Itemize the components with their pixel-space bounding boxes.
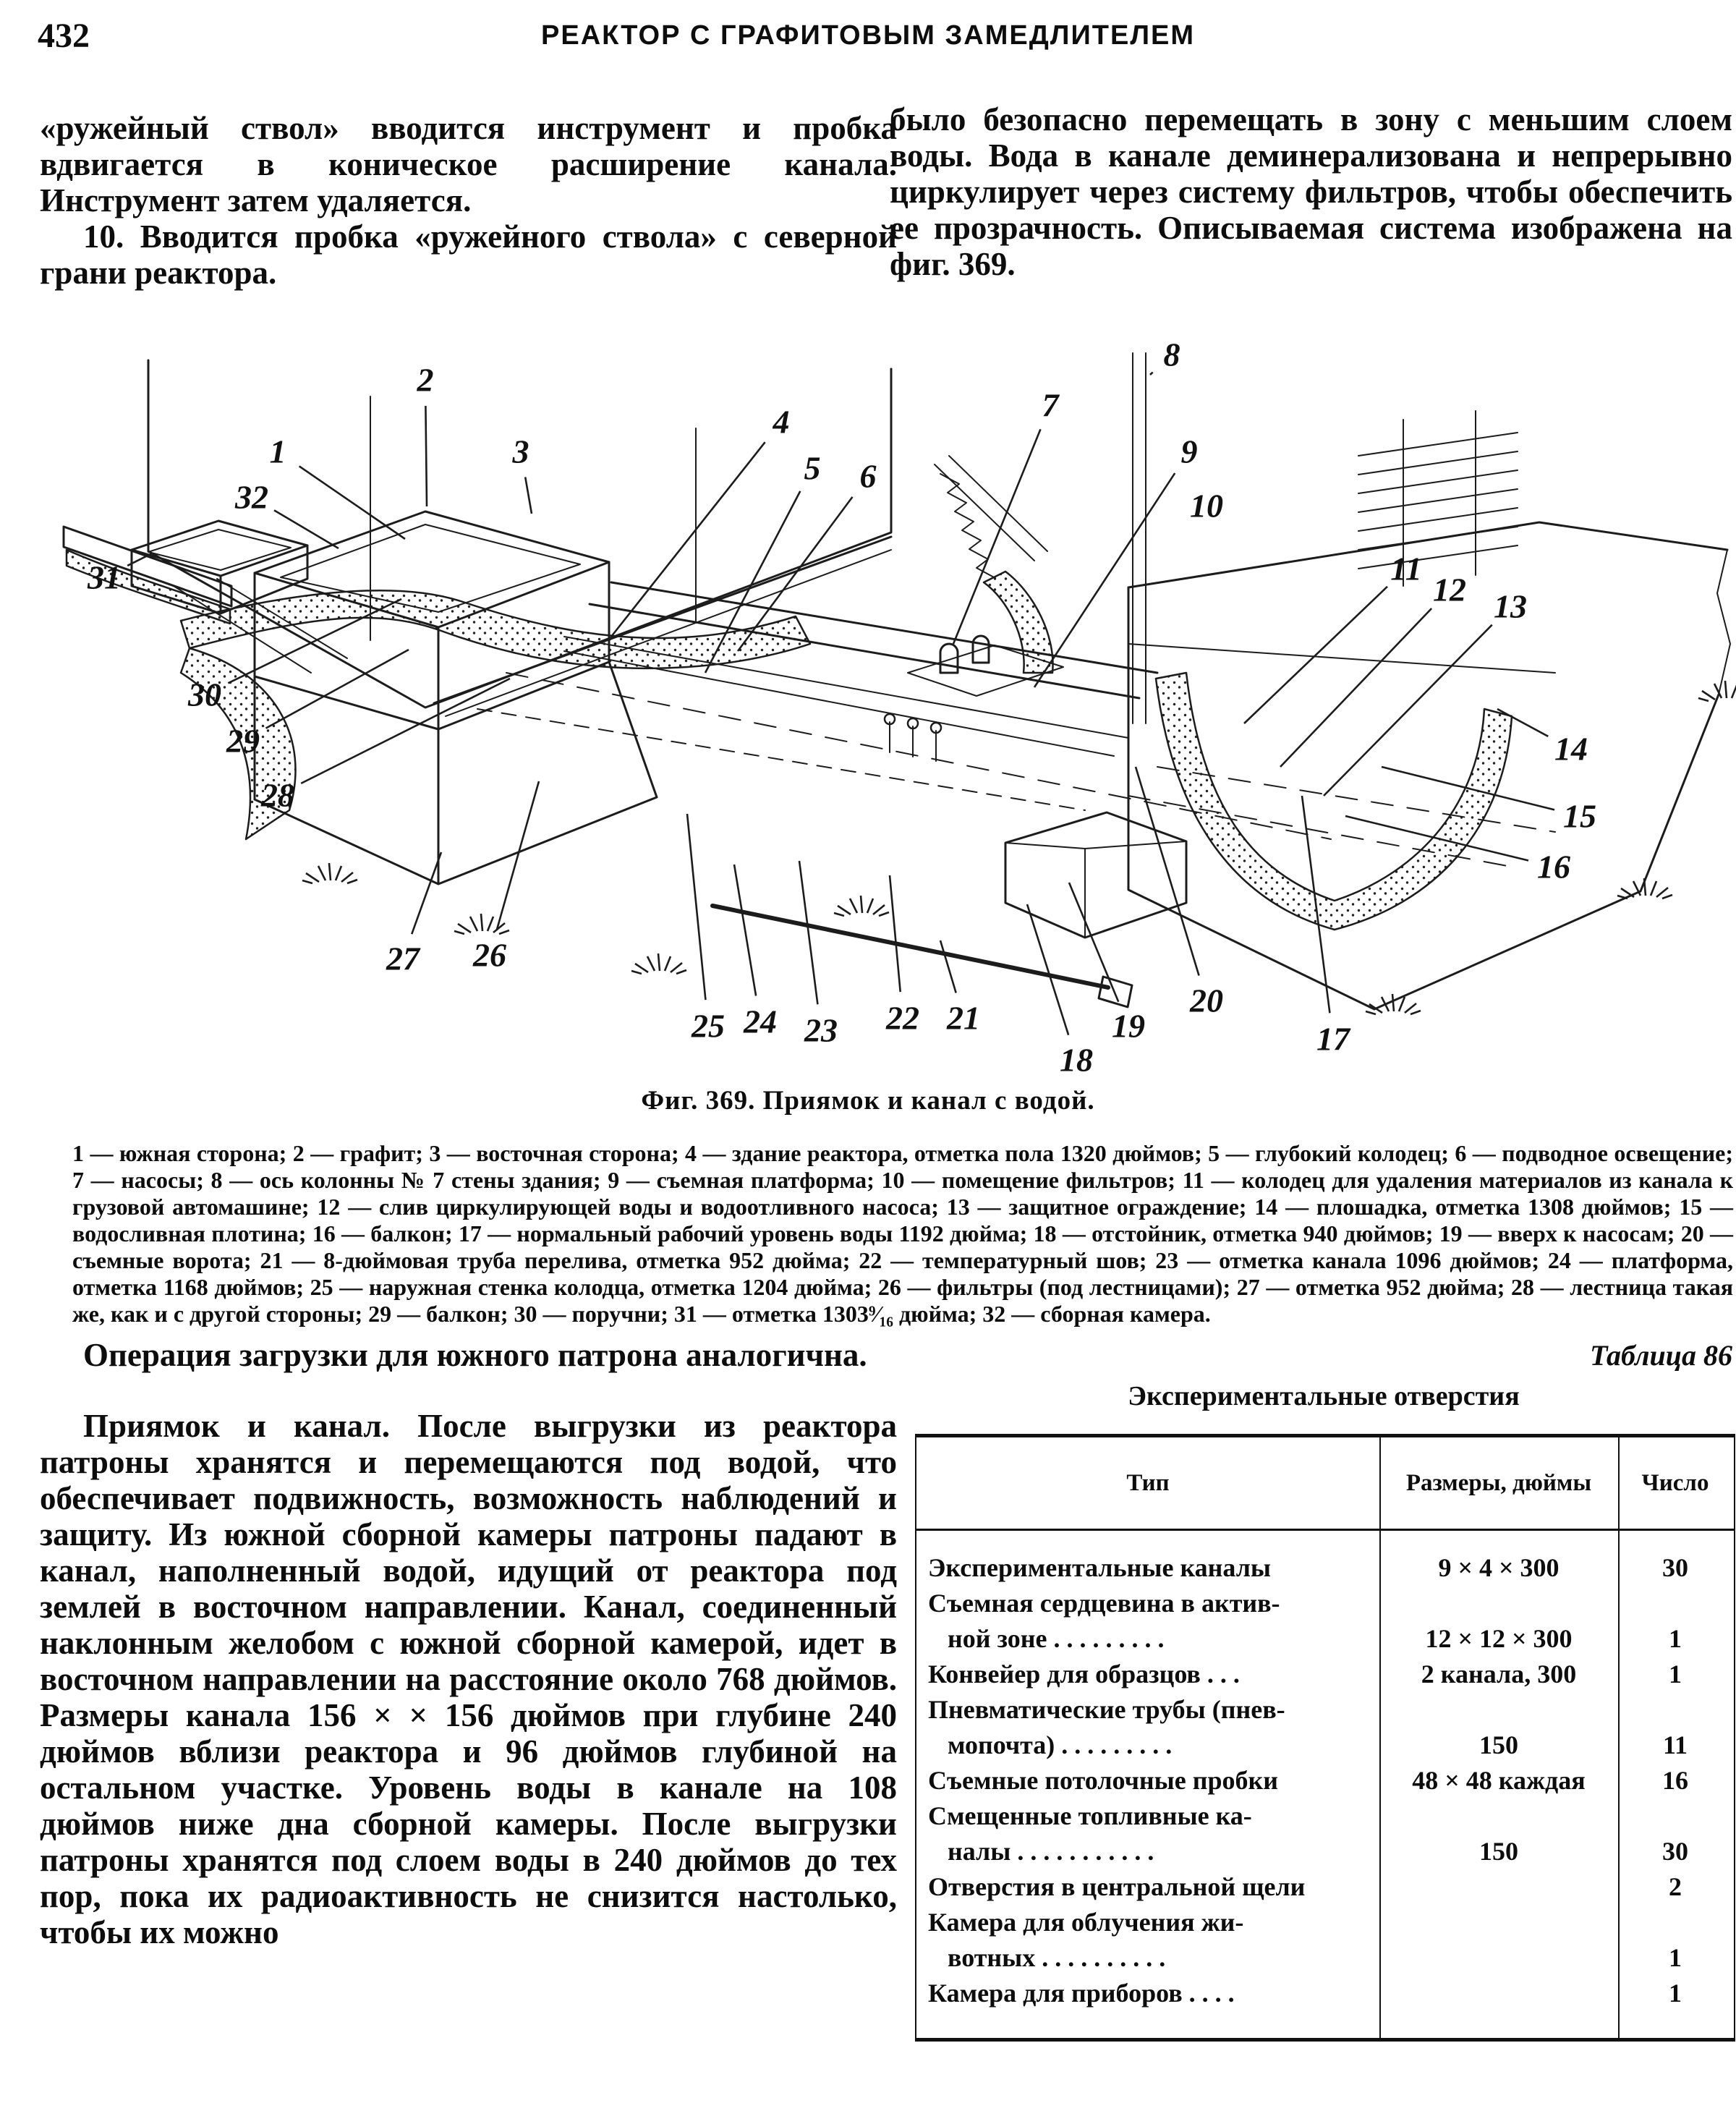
table-row (916, 1620, 1734, 1656)
table-row (916, 1656, 1734, 1691)
table-cell: 11 (1662, 1730, 1688, 1759)
callout-leader-line (412, 852, 441, 934)
table-cell: мопочта) . . . . . . . . . (928, 1730, 1173, 1759)
callout-number: 24 (744, 1003, 777, 1040)
callout-number: 27 (386, 940, 420, 977)
table-label: Таблица 86 (1590, 1339, 1732, 1372)
paragraph-text: После выгрузки из реактора патроны хранятся и перемещаются под водой, что обеспечивает подвижность, возможность наблюдений и защиту. Из южной сборной камеры патроны падают в канал, наполненный водой, идущий от реактора под землей в восточном направлении. Канал, соединенный наклонным желобом с южной сборной камерой, идет в восточном направлении на расстояние около 768 дюймов. Размеры канала 156 × × 156 дюймов при глубине 240 дюймов вблизи реактора и 96 дюймов глубиной на остальном участке. Уровень воды в канале на 108 дюймов ниже дна сборной камеры. После выгрузки патроны хранятся под слоем воды в 240 дюймов до тех пор, пока их радиоактивность не снизится настолько, чтобы их можно (40, 1408, 897, 1950)
paragraph: Операция загрузки для южного патрона аналогична. (83, 1337, 867, 1373)
table-cell: 150 (1479, 1730, 1518, 1759)
callout-number: 7 (1042, 386, 1059, 424)
callout-leader-line (1034, 473, 1175, 687)
table-row (916, 1727, 1734, 1762)
table-cell: 9 × 4 × 300 (1438, 1552, 1560, 1582)
callout-number: 19 (1112, 1007, 1145, 1045)
table-cell: Отверстия в центральной щели (928, 1872, 1306, 1901)
callout-number: 28 (261, 776, 294, 814)
paragraph: 10. Вводится пробка «ружейного ствола» с северной грани реактора. (40, 218, 897, 291)
table-row (916, 1904, 1734, 1940)
table-cell: 2 (1669, 1872, 1682, 1901)
callout-number: 23 (804, 1011, 838, 1049)
table-cell: 30 (1662, 1552, 1688, 1582)
callout-number: 22 (886, 999, 919, 1037)
callout-number: 8 (1163, 336, 1180, 373)
table-row (916, 1833, 1734, 1869)
callout-number: 4 (773, 403, 790, 441)
callout-number: 11 (1390, 550, 1422, 587)
table-cell: Пневматические трубы (пнев- (928, 1694, 1285, 1724)
table-cell: Смещенные топливные ка- (928, 1801, 1252, 1830)
callout-leader-line (687, 814, 705, 1000)
table-86 (915, 1434, 1735, 2042)
figure-caption: Фиг. 369. Приямок и канал с водой. (641, 1086, 1095, 1116)
callout-number: 5 (804, 449, 821, 487)
figure-369 (0, 333, 1736, 1114)
callout-number: 3 (512, 433, 529, 470)
table-cell: 1 (1669, 1623, 1682, 1653)
callout-leader-line (799, 861, 817, 1004)
table-cell: 16 (1662, 1765, 1688, 1795)
callout-leader-line (301, 679, 510, 783)
callout-number: 2 (417, 361, 434, 399)
running-head: РЕАКТОР С ГРАФИТОВЫМ ЗАМЕДЛИТЕЛЕМ (541, 20, 1195, 51)
callout-leader-line (734, 865, 756, 995)
callout-leader-line (425, 406, 427, 506)
callout-number: 14 (1554, 730, 1588, 768)
column-header-count: Число (1641, 1469, 1709, 1496)
top-left-column (40, 110, 897, 291)
table-cell: 1 (1669, 1942, 1682, 1972)
column-header-type: Тип (1126, 1469, 1170, 1496)
table-header (916, 1437, 1734, 1531)
callout-number: 20 (1190, 982, 1223, 1019)
table-body (916, 1531, 1734, 2038)
stippled-chute-band (181, 572, 1053, 839)
pit (255, 511, 657, 884)
table-row (916, 1940, 1734, 1975)
table-cell: ной зоне . . . . . . . . . (928, 1623, 1165, 1653)
table-cell: налы . . . . . . . . . . . (928, 1836, 1154, 1866)
table-row (916, 1798, 1734, 1833)
table-cell: вотных . . . . . . . . . . (928, 1942, 1166, 1972)
table-cell: 2 канала, 300 (1421, 1659, 1577, 1688)
table-cell: Камера для облучения жи- (928, 1907, 1244, 1937)
callout-leader-line (497, 781, 539, 930)
stairs (935, 456, 1047, 578)
callout-leader-line (940, 940, 956, 993)
table-row (916, 1585, 1734, 1620)
column-axis-mast (1133, 353, 1146, 723)
callout-number: 15 (1563, 797, 1596, 835)
callout-leader-line (1150, 373, 1153, 375)
callout-number: 16 (1537, 848, 1570, 885)
callout-number: 1 (269, 433, 286, 470)
callout-leader-line (1027, 904, 1068, 1035)
callout-number: 9 (1180, 433, 1198, 470)
callout-leader-line (890, 875, 901, 992)
ground-tufts (302, 681, 1736, 1014)
table-cell: 30 (1662, 1836, 1688, 1866)
callout-number: 13 (1494, 587, 1527, 625)
paragraph (40, 1408, 897, 1950)
figure-drawing (0, 333, 1736, 1114)
fence-grid (1358, 411, 1518, 586)
table-cell: 12 × 12 × 300 (1425, 1623, 1573, 1653)
figure-callouts (87, 336, 1596, 1079)
callout-number: 6 (859, 457, 877, 495)
canal-cutaway-block (1128, 522, 1730, 1009)
callout-number: 10 (1190, 487, 1223, 524)
table-cell: 150 (1479, 1836, 1518, 1866)
callout-leader-line (274, 510, 339, 548)
callout-leader-line (266, 650, 409, 728)
callout-number: 32 (235, 478, 268, 516)
top-right-column (890, 101, 1732, 282)
table-title: Экспериментальные отверстия (1128, 1381, 1520, 1411)
table-cell: Конвейер для образцов . . . (928, 1659, 1240, 1688)
paragraph: было безопасно перемещать в зону с меньшим слоем воды. Вода в канале деминерализована и непрерывно циркулирует через систему фильтров, чтобы обеспечить ее прозрачность. Описываемая система изображена на фиг. 369. (890, 101, 1732, 282)
paragraph: «ружейный ствол» вводится инструмент и пробка вдвигается в коническое расширение канала. Инструмент затем удаляется. (40, 110, 897, 218)
table-cell: 48 × 48 каждая (1412, 1765, 1586, 1795)
table-cell: 1 (1669, 1659, 1682, 1688)
callout-leader-line (1244, 587, 1387, 723)
callout-number: 29 (226, 722, 260, 760)
table-row (916, 1762, 1734, 1798)
table-cell: 1 (1669, 1978, 1682, 2008)
table-row (916, 1975, 1734, 2010)
callout-number: 30 (188, 676, 221, 713)
callout-number: 31 (88, 558, 121, 596)
callout-leader-line (611, 442, 765, 637)
figure-legend: 1 — южная сторона; 2 — графит; 3 — восточная сторона; 4 — здание реактора, отметка пола 1320 дюймов; 5 — глубокий колодец; 6 — подводное освещение; 7 — насосы; 8 — ось колонны № 7 стены здания; 9 — съемная платформа; 10 — помещение фильтров; 11 — колодец для удаления материалов из канала к грузовой автомашине; 12 — слив циркулирующей воды и водоотливного насоса; 13 — защитное ограждение; 14 — плошадка, отметка 1308 дюймов; 15 — водосливная плотина; 16 — балкон; 17 — нормальный рабочий уровень воды 1192 дюйма; 18 — отстойник, отметка 940 дюймов; 19 — вверх к насосам; 20 — съемные ворота; 21 — 8-дюймовая труба перелива, отметка 952 дюйма; 22 — температурный шов; 23 — отметка канала 1096 дюймов; 24 — платформа, отметка 1168 дюймов; 25 — наружная стенка колодца, отметка 1204 дюйма; 26 — фильтры (под лестницами); 27 — отметка 952 дюйма; 28 — лестница такая же, как и с другой стороны; 29 — балкон; 30 — поручни; 31 — отметка 1303⁹⁄₁₆ дюйма; 32 — сборная камера. (72, 1140, 1733, 1327)
callout-number: 17 (1316, 1020, 1350, 1058)
callout-number: 12 (1433, 571, 1466, 608)
table-row (916, 1550, 1734, 1585)
table-cell: Съемная сердцевина в актив- (928, 1588, 1280, 1618)
table-cell: Экспериментальные каналы (928, 1552, 1272, 1582)
callout-number: 26 (473, 936, 506, 974)
callout-leader-line (299, 466, 405, 539)
callout-leader-line (1280, 608, 1431, 767)
table-cell: Камера для приборов . . . . (928, 1978, 1235, 2008)
column-header-size: Размеры, дюймы (1405, 1469, 1592, 1496)
table-cell: Съемные потолочные пробки (928, 1765, 1278, 1795)
table-row (916, 1869, 1734, 1904)
callout-number: 25 (692, 1007, 725, 1045)
callout-leader-line (1324, 625, 1492, 796)
table-row (916, 1691, 1734, 1727)
callout-leader-line (525, 477, 532, 514)
bottom-left-column (40, 1337, 897, 1950)
callout-number: 18 (1060, 1041, 1093, 1079)
callout-number: 21 (947, 999, 980, 1037)
page-number: 432 (38, 17, 90, 55)
overflow-pipe (712, 906, 1132, 1007)
run-in-heading: Приямок и канал. (83, 1408, 391, 1444)
